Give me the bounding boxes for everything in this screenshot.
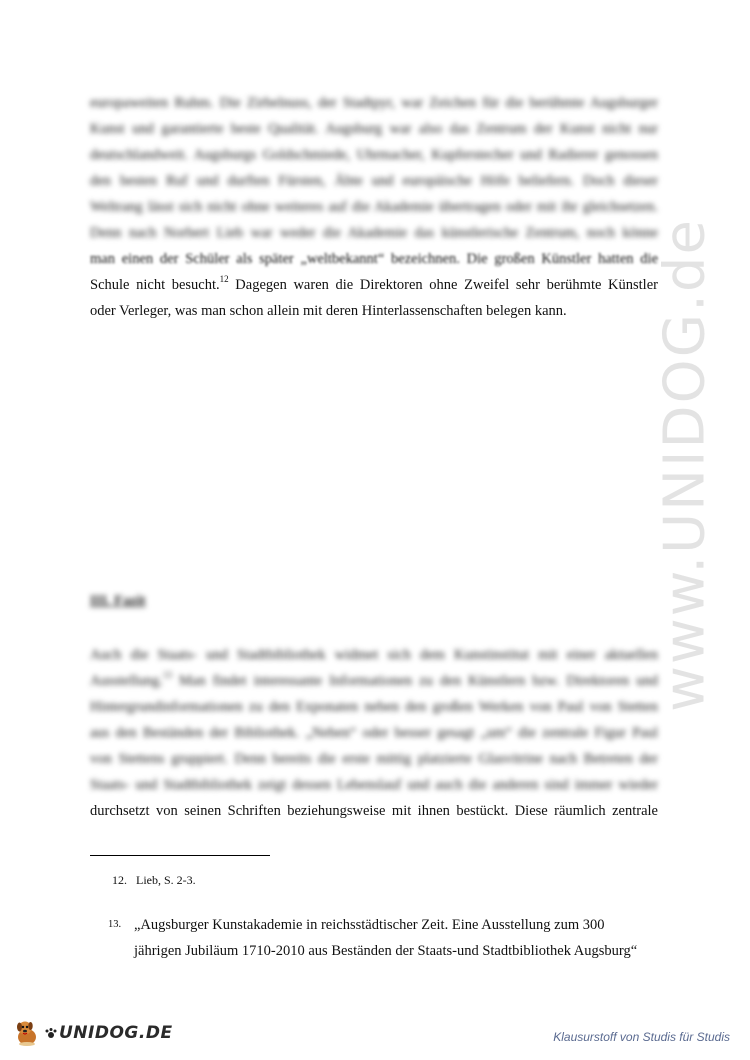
footnote-text: Lieb, S. 2-3. [136, 873, 196, 887]
paw-icon [44, 1027, 58, 1039]
text-segment: Dagegen waren die Direktoren ohne Zweifel sehr berühmte Künstler [228, 277, 658, 293]
logo-text: UNIDOG.DE [59, 1023, 173, 1043]
text-line: Denn nach Norbert Lieb war weder die Akademie das künstlerische Zentrum, noch könne [90, 225, 658, 241]
text-line: oder Verleger, was man schon allein mit deren Hinterlassenschaften belegen kann. [90, 303, 567, 319]
text-line: Kunst und garantierte beste Qualität. Augsburg war also das Zentrum der Kunst nicht nur [90, 121, 658, 137]
paragraph-1 [90, 90, 658, 324]
text-line: Staats- und Stadtbibliothek zeigt dessen Lebenslauf und auch die anderen sind immer wieder [90, 777, 658, 793]
footnote-ref-13[interactable]: 13 [162, 670, 172, 681]
text-segment: Man findet interessante Informationen zu den Künstlern bzw. Direktoren und [171, 673, 658, 689]
section-heading: III. Fazit [90, 593, 146, 609]
paragraph-2 [90, 642, 658, 824]
text-line: deutschlandweit. Augsburgs Goldschmiede, Uhrmacher, Kupferstecher und Radierer genossen [90, 147, 658, 163]
unidog-logo[interactable] [12, 1018, 173, 1048]
text-line: man einen der Schüler als später „weltbekannt“ bezeichnen. Die großen Künstler hatten die [90, 251, 658, 267]
text-line: aus den Beständen der Bibliothek. „Neben“ oder besser gesagt „um“ die zentrale Figur Paul [90, 725, 658, 741]
footnote-12 [112, 873, 196, 888]
text-line: Weltrang lässt sich nicht ohne weiteres auf die Akademie übertragen oder mit ihr gleichsetzen. [90, 199, 658, 215]
text-line: von Stettens gruppiert. Denn bereits die erste mittig platzierte Glasvitrine nach Betreten der [90, 751, 658, 767]
text-segment: Ausstellung. [90, 673, 163, 689]
footnote-separator [90, 855, 270, 856]
text-line: durchsetzt von seinen Schriften beziehungsweise mit ihnen bestückt. Diese räumlich zentrale [90, 803, 658, 819]
text-line: Auch die Staats- und Stadtbibliothek widmet sich dem Kunstinstitut mit einer aktuellen [90, 647, 658, 663]
text-line [90, 272, 658, 298]
footnote-text: jährigen Jubiläum 1710-2010 aus Beständen der Staats-und Stadtbibliothek Augsburg“ [134, 943, 638, 959]
footer-tagline: Klausurstoff von Studis für Studis [553, 1030, 730, 1044]
text-line: Hintergrundinformationen zu den Exponaten neben den großen Werken von Paul von Stetten [90, 699, 658, 715]
text-line: europaweiten Ruhm. Die Zirbelnuss, der Stadtpyr, war Zeichen für die berühmte Augsburger [90, 95, 658, 111]
text-line: den besten Ruf und durften Fürsten, Äbte und europäische Höfe beliefern. Doch dieser [90, 173, 658, 189]
watermark-text: www.UNIDOG.de [652, 218, 718, 712]
footnote-text: „Augsburger Kunstakademie in reichsstädtischer Zeit. Eine Ausstellung zum 300 [134, 917, 605, 933]
footnote-number-13: 13. [108, 919, 122, 930]
dog-mascot-icon [12, 1018, 42, 1048]
footnote-13 [134, 912, 674, 964]
text-segment: Schule nicht besucht. [90, 277, 220, 293]
text-line [90, 668, 658, 694]
footnote-ref-12[interactable]: 12 [219, 274, 229, 285]
footnote-number: 12. [112, 873, 127, 887]
